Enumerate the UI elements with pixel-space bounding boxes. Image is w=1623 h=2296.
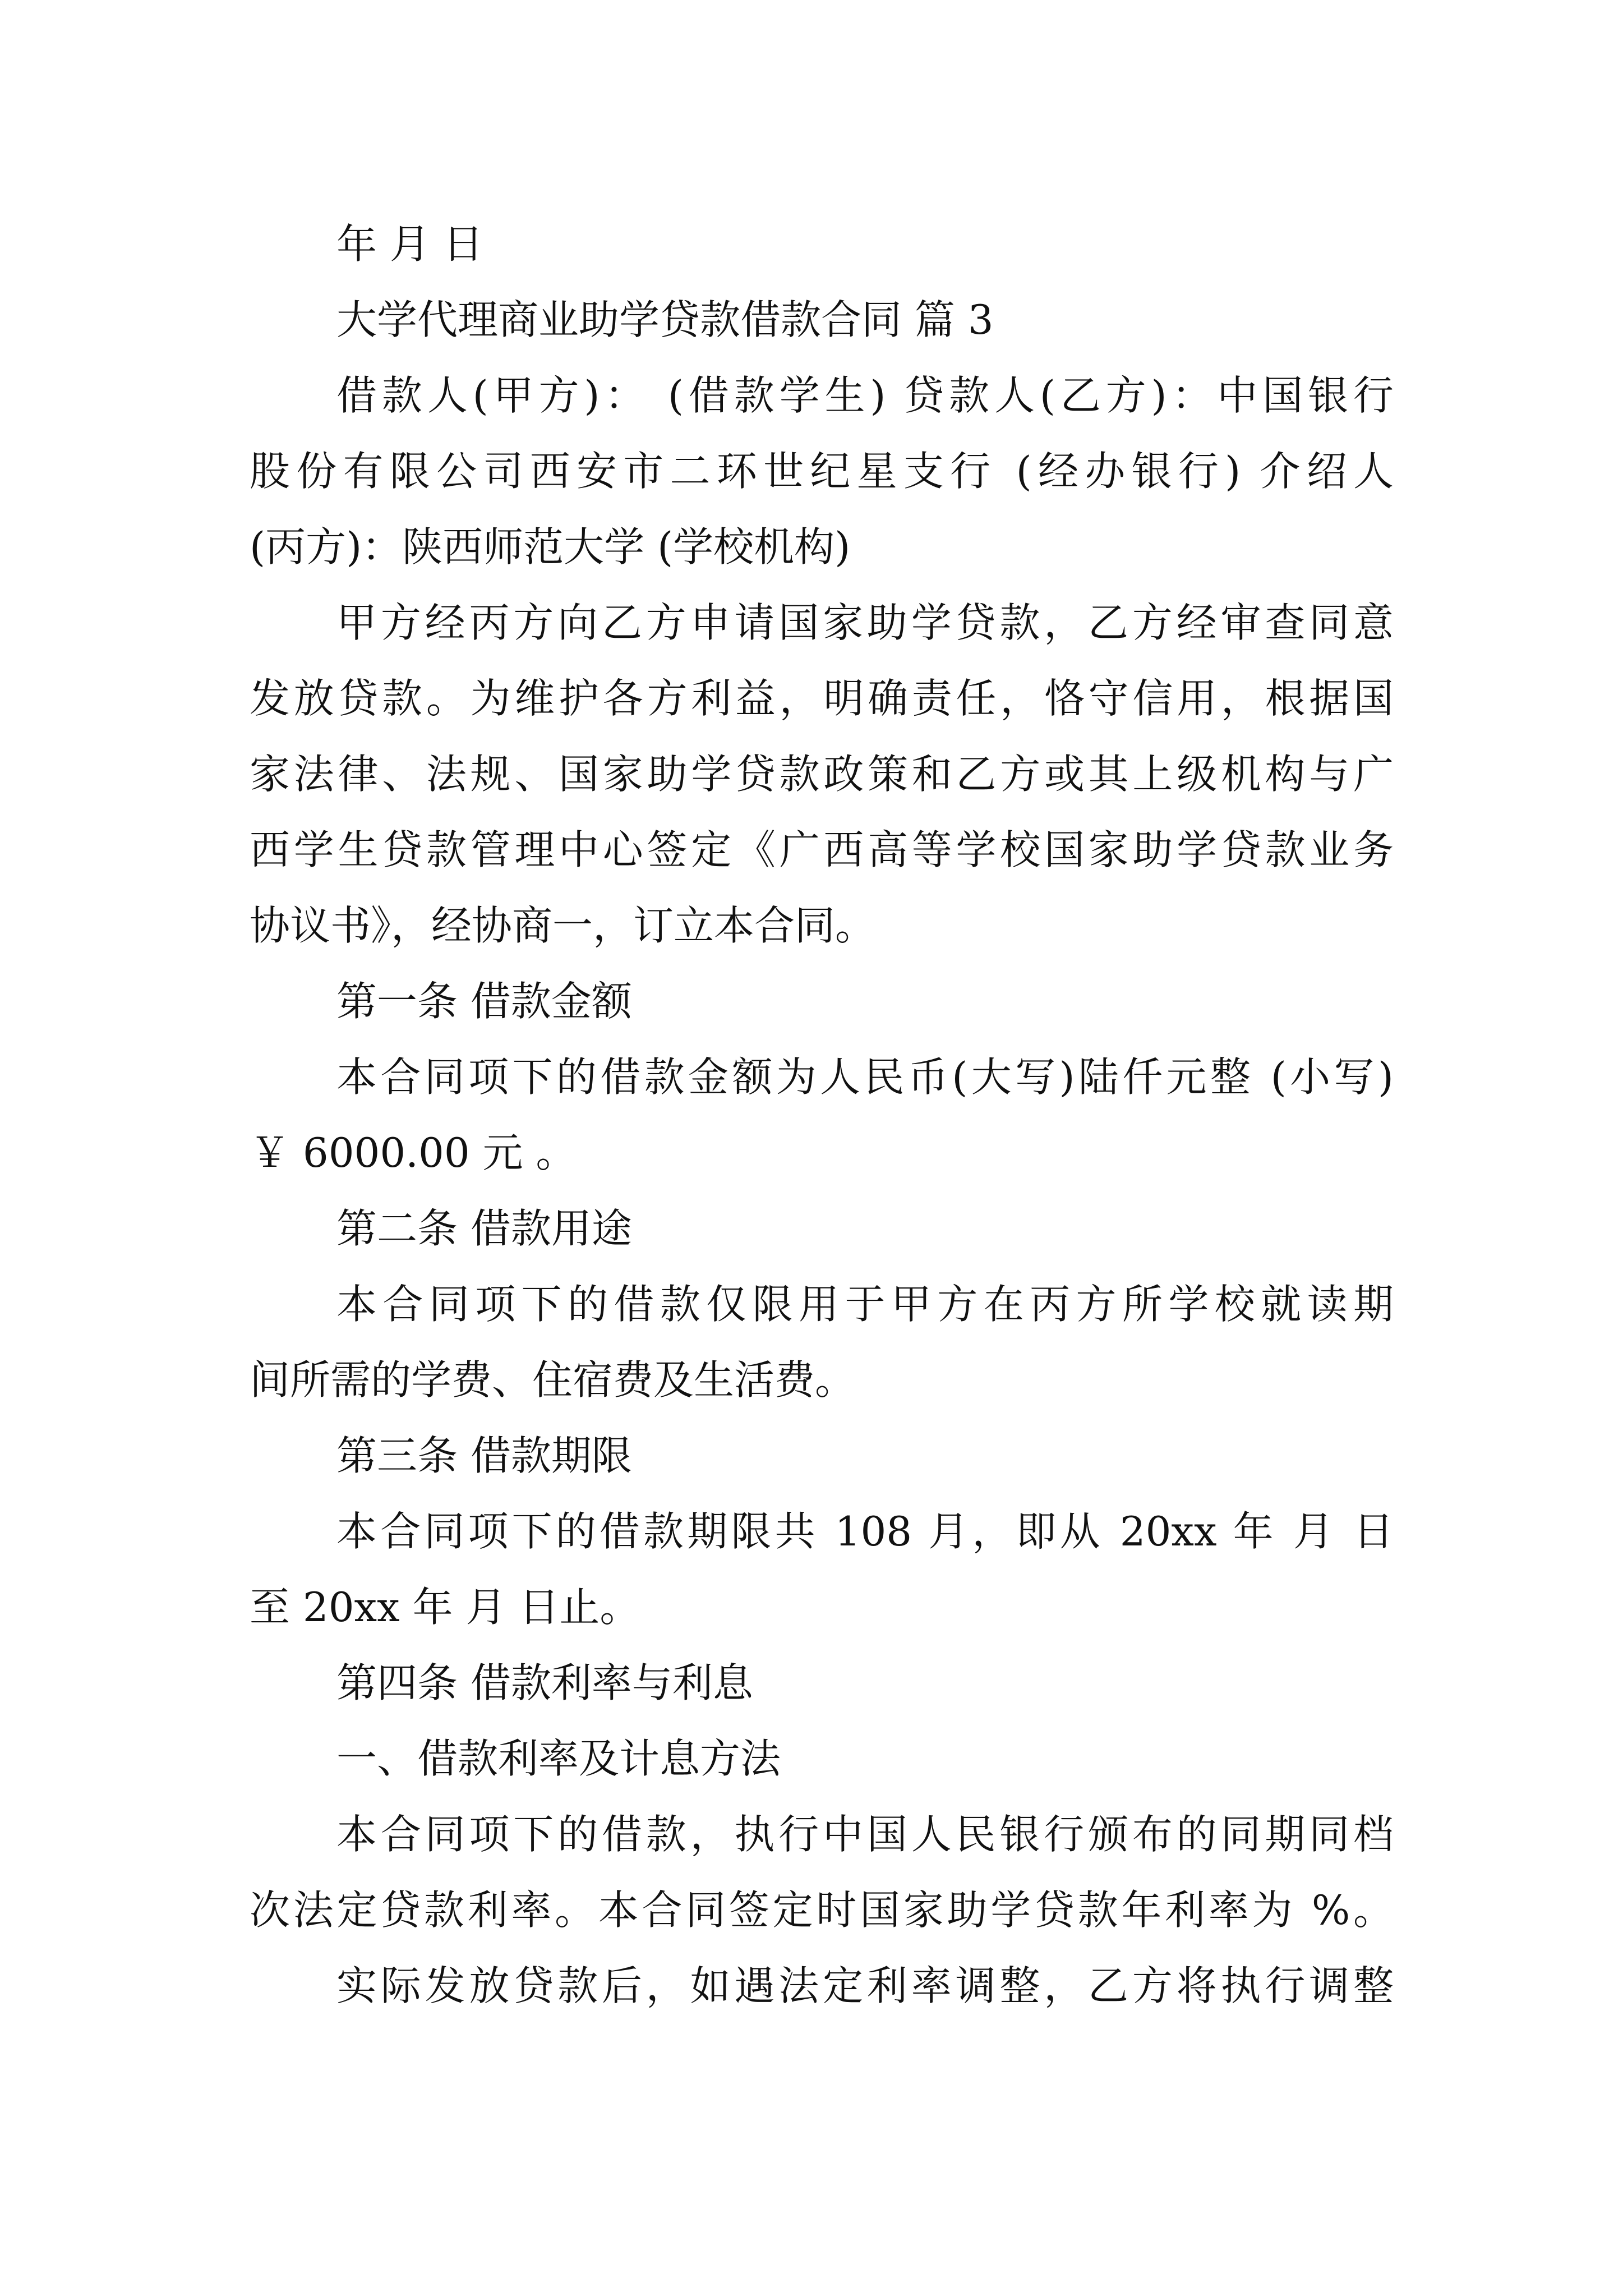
paragraph-line: 至 20xx 年 月 日止。 — [250, 1584, 640, 1631]
subsection-heading: 一、借款利率及计息方法 — [336, 1735, 781, 1782]
paragraph-line: 次法定贷款利率。本合同签定时国家助学贷款年利率为 %。 — [250, 1887, 1394, 1934]
paragraph-line: 西学生贷款管理中心签定《广西高等学校国家助学贷款业务 — [250, 826, 1394, 873]
article-heading: 第三条 借款期限 — [336, 1432, 632, 1479]
paragraph-line: 借款人(甲方)： (借款学生) 贷款人(乙方)：中国银行 — [336, 372, 1394, 419]
paragraph-line: 协议书》，经协商一，订立本合同。 — [250, 902, 876, 949]
paragraph-line: 实际发放贷款后，如遇法定利率调整，乙方将执行调整 — [336, 1962, 1394, 2009]
paragraph-line: ￥ 6000.00 元 。 — [250, 1129, 577, 1176]
paragraph-line: 甲方经丙方向乙方申请国家助学贷款，乙方经审查同意 — [336, 599, 1394, 646]
paragraph-line: 本合同项下的借款仅限用于甲方在丙方所学校就读期 — [336, 1281, 1394, 1328]
paragraph-line: 发放贷款。为维护各方利益，明确责任，恪守信用，根据国 — [250, 675, 1394, 722]
article-heading: 第一条 借款金额 — [336, 978, 632, 1025]
paragraph-line: 股份有限公司西安市二环世纪星支行 (经办银行) 介绍人 — [250, 448, 1394, 495]
paragraph-line: 本合同项下的借款金额为人民币(大写)陆仟元整 (小写) — [336, 1053, 1394, 1101]
article-heading: 第二条 借款用途 — [336, 1205, 632, 1252]
article-heading: 第四条 借款利率与利息 — [336, 1659, 753, 1706]
section-title: 大学代理商业助学贷款借款合同 篇 3 — [336, 296, 994, 343]
paragraph-line: 间所需的学费、住宿费及生活费。 — [250, 1356, 856, 1404]
paragraph-line: 本合同项下的借款，执行中国人民银行颁布的同期同档 — [336, 1811, 1394, 1858]
paragraph-line: 家法律、法规、国家助学贷款政策和乙方或其上级机构与广 — [250, 751, 1394, 798]
paragraph-line: 本合同项下的借款期限共 108 月，即从 20xx 年 月 日 — [336, 1508, 1394, 1555]
date-line: 年 月 日 — [336, 220, 483, 268]
paragraph-line: (丙方)：陕西师范大学 (学校机构) — [250, 523, 851, 570]
